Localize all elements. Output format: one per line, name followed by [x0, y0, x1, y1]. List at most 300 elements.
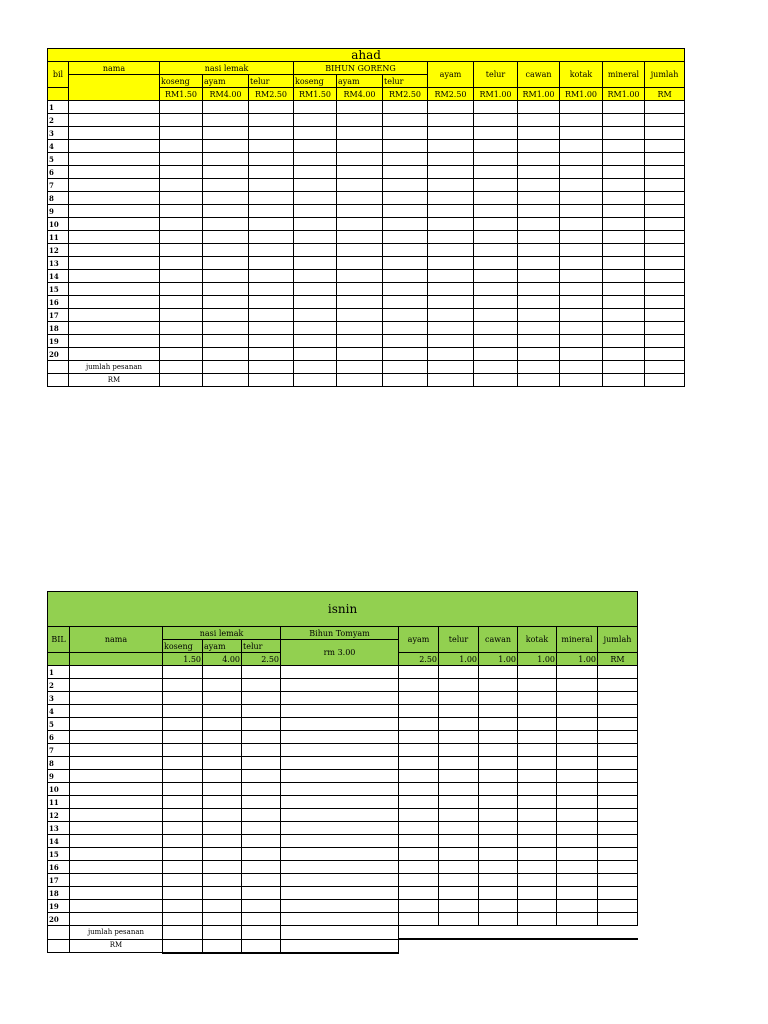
- order-cell[interactable]: [203, 757, 242, 770]
- rm-cell[interactable]: [203, 939, 242, 953]
- order-cell[interactable]: [242, 705, 281, 718]
- order-cell[interactable]: [518, 166, 560, 179]
- order-cell[interactable]: [428, 153, 474, 166]
- order-cell[interactable]: [203, 140, 249, 153]
- order-cell[interactable]: [598, 900, 638, 913]
- nama-cell[interactable]: [69, 322, 160, 335]
- sum-cell[interactable]: [337, 361, 383, 374]
- order-cell[interactable]: [474, 348, 518, 361]
- order-cell[interactable]: [203, 874, 242, 887]
- order-cell[interactable]: [203, 679, 242, 692]
- order-cell[interactable]: [203, 770, 242, 783]
- order-cell[interactable]: [203, 809, 242, 822]
- rm-cell[interactable]: [281, 939, 399, 953]
- nama-cell[interactable]: [70, 861, 163, 874]
- order-cell[interactable]: [163, 757, 203, 770]
- order-cell[interactable]: [474, 335, 518, 348]
- order-cell[interactable]: [560, 283, 603, 296]
- order-cell[interactable]: [203, 822, 242, 835]
- order-cell[interactable]: [474, 192, 518, 205]
- rm-cell[interactable]: [203, 374, 249, 387]
- order-cell[interactable]: [281, 718, 399, 731]
- order-cell[interactable]: [479, 783, 518, 796]
- order-cell[interactable]: [439, 744, 479, 757]
- order-cell[interactable]: [203, 692, 242, 705]
- order-cell[interactable]: [474, 231, 518, 244]
- order-cell[interactable]: [249, 153, 294, 166]
- order-cell[interactable]: [598, 874, 638, 887]
- order-cell[interactable]: [518, 101, 560, 114]
- order-cell[interactable]: [242, 666, 281, 679]
- order-cell[interactable]: [518, 692, 557, 705]
- order-cell[interactable]: [249, 244, 294, 257]
- order-cell[interactable]: [645, 244, 685, 257]
- order-cell[interactable]: [242, 900, 281, 913]
- order-cell[interactable]: [203, 244, 249, 257]
- order-cell[interactable]: [598, 666, 638, 679]
- order-cell[interactable]: [518, 731, 557, 744]
- order-cell[interactable]: [598, 705, 638, 718]
- order-cell[interactable]: [281, 874, 399, 887]
- order-cell[interactable]: [337, 166, 383, 179]
- order-cell[interactable]: [560, 335, 603, 348]
- order-cell[interactable]: [645, 192, 685, 205]
- order-cell[interactable]: [203, 666, 242, 679]
- rm-cell[interactable]: [383, 374, 428, 387]
- order-cell[interactable]: [281, 783, 399, 796]
- order-cell[interactable]: [281, 848, 399, 861]
- order-cell[interactable]: [598, 783, 638, 796]
- order-cell[interactable]: [598, 861, 638, 874]
- order-cell[interactable]: [294, 101, 337, 114]
- order-cell[interactable]: [383, 322, 428, 335]
- order-cell[interactable]: [203, 335, 249, 348]
- order-cell[interactable]: [598, 757, 638, 770]
- order-cell[interactable]: [560, 192, 603, 205]
- nama-cell[interactable]: [69, 140, 160, 153]
- nama-cell[interactable]: [69, 192, 160, 205]
- order-cell[interactable]: [439, 913, 479, 926]
- order-cell[interactable]: [479, 679, 518, 692]
- order-cell[interactable]: [163, 913, 203, 926]
- order-cell[interactable]: [399, 783, 439, 796]
- order-cell[interactable]: [163, 861, 203, 874]
- order-cell[interactable]: [428, 309, 474, 322]
- order-cell[interactable]: [603, 244, 645, 257]
- order-cell[interactable]: [399, 809, 439, 822]
- order-cell[interactable]: [242, 887, 281, 900]
- order-cell[interactable]: [203, 861, 242, 874]
- sum-cell[interactable]: [242, 926, 281, 940]
- order-cell[interactable]: [518, 244, 560, 257]
- order-cell[interactable]: [598, 731, 638, 744]
- order-cell[interactable]: [598, 679, 638, 692]
- order-cell[interactable]: [645, 205, 685, 218]
- order-cell[interactable]: [560, 244, 603, 257]
- order-cell[interactable]: [160, 244, 203, 257]
- order-cell[interactable]: [383, 140, 428, 153]
- order-cell[interactable]: [518, 770, 557, 783]
- sum-cell[interactable]: [160, 361, 203, 374]
- nama-cell[interactable]: [70, 809, 163, 822]
- order-cell[interactable]: [518, 861, 557, 874]
- order-cell[interactable]: [249, 257, 294, 270]
- order-cell[interactable]: [603, 335, 645, 348]
- order-cell[interactable]: [337, 283, 383, 296]
- order-cell[interactable]: [163, 718, 203, 731]
- order-cell[interactable]: [294, 205, 337, 218]
- order-cell[interactable]: [163, 796, 203, 809]
- order-cell[interactable]: [203, 218, 249, 231]
- order-cell[interactable]: [383, 218, 428, 231]
- order-cell[interactable]: [281, 757, 399, 770]
- order-cell[interactable]: [518, 757, 557, 770]
- nama-cell[interactable]: [69, 270, 160, 283]
- order-cell[interactable]: [479, 666, 518, 679]
- order-cell[interactable]: [479, 822, 518, 835]
- order-cell[interactable]: [383, 309, 428, 322]
- order-cell[interactable]: [203, 283, 249, 296]
- order-cell[interactable]: [383, 179, 428, 192]
- order-cell[interactable]: [518, 666, 557, 679]
- order-cell[interactable]: [294, 270, 337, 283]
- order-cell[interactable]: [281, 913, 399, 926]
- order-cell[interactable]: [337, 140, 383, 153]
- nama-cell[interactable]: [70, 744, 163, 757]
- order-cell[interactable]: [518, 822, 557, 835]
- order-cell[interactable]: [203, 913, 242, 926]
- order-cell[interactable]: [203, 166, 249, 179]
- order-cell[interactable]: [294, 166, 337, 179]
- order-cell[interactable]: [474, 296, 518, 309]
- nama-cell[interactable]: [69, 179, 160, 192]
- order-cell[interactable]: [281, 835, 399, 848]
- order-cell[interactable]: [294, 179, 337, 192]
- order-cell[interactable]: [518, 744, 557, 757]
- sum-cell[interactable]: [603, 361, 645, 374]
- order-cell[interactable]: [160, 283, 203, 296]
- order-cell[interactable]: [249, 192, 294, 205]
- order-cell[interactable]: [560, 218, 603, 231]
- rm-cell[interactable]: [645, 374, 685, 387]
- order-cell[interactable]: [474, 140, 518, 153]
- rm-cell[interactable]: [249, 374, 294, 387]
- order-cell[interactable]: [439, 770, 479, 783]
- order-cell[interactable]: [474, 270, 518, 283]
- order-cell[interactable]: [203, 231, 249, 244]
- order-cell[interactable]: [294, 192, 337, 205]
- order-cell[interactable]: [518, 835, 557, 848]
- order-cell[interactable]: [337, 101, 383, 114]
- sum-cell[interactable]: [249, 361, 294, 374]
- order-cell[interactable]: [428, 335, 474, 348]
- order-cell[interactable]: [474, 283, 518, 296]
- sum-cell[interactable]: [383, 361, 428, 374]
- order-cell[interactable]: [294, 140, 337, 153]
- order-cell[interactable]: [518, 887, 557, 900]
- nama-cell[interactable]: [70, 887, 163, 900]
- order-cell[interactable]: [160, 192, 203, 205]
- nama-cell[interactable]: [70, 692, 163, 705]
- order-cell[interactable]: [603, 257, 645, 270]
- nama-cell[interactable]: [69, 335, 160, 348]
- order-cell[interactable]: [337, 270, 383, 283]
- order-cell[interactable]: [603, 322, 645, 335]
- order-cell[interactable]: [428, 127, 474, 140]
- sum-cell[interactable]: [560, 361, 603, 374]
- order-cell[interactable]: [160, 218, 203, 231]
- order-cell[interactable]: [203, 744, 242, 757]
- nama-cell[interactable]: [69, 257, 160, 270]
- order-cell[interactable]: [518, 848, 557, 861]
- order-cell[interactable]: [439, 822, 479, 835]
- order-cell[interactable]: [337, 296, 383, 309]
- order-cell[interactable]: [474, 244, 518, 257]
- order-cell[interactable]: [518, 127, 560, 140]
- order-cell[interactable]: [399, 770, 439, 783]
- order-cell[interactable]: [383, 127, 428, 140]
- order-cell[interactable]: [163, 770, 203, 783]
- order-cell[interactable]: [294, 348, 337, 361]
- order-cell[interactable]: [203, 731, 242, 744]
- order-cell[interactable]: [518, 322, 560, 335]
- order-cell[interactable]: [337, 192, 383, 205]
- order-cell[interactable]: [474, 205, 518, 218]
- order-cell[interactable]: [160, 179, 203, 192]
- order-cell[interactable]: [383, 270, 428, 283]
- order-cell[interactable]: [645, 114, 685, 127]
- order-cell[interactable]: [560, 114, 603, 127]
- order-cell[interactable]: [203, 114, 249, 127]
- order-cell[interactable]: [383, 153, 428, 166]
- order-cell[interactable]: [203, 322, 249, 335]
- order-cell[interactable]: [242, 679, 281, 692]
- order-cell[interactable]: [242, 809, 281, 822]
- order-cell[interactable]: [160, 205, 203, 218]
- order-cell[interactable]: [598, 692, 638, 705]
- order-cell[interactable]: [203, 257, 249, 270]
- order-cell[interactable]: [294, 283, 337, 296]
- order-cell[interactable]: [294, 257, 337, 270]
- order-cell[interactable]: [557, 887, 598, 900]
- order-cell[interactable]: [428, 166, 474, 179]
- order-cell[interactable]: [242, 770, 281, 783]
- sum-cell[interactable]: [203, 926, 242, 940]
- order-cell[interactable]: [557, 913, 598, 926]
- order-cell[interactable]: [163, 679, 203, 692]
- order-cell[interactable]: [294, 296, 337, 309]
- order-cell[interactable]: [428, 296, 474, 309]
- order-cell[interactable]: [281, 822, 399, 835]
- order-cell[interactable]: [518, 796, 557, 809]
- order-cell[interactable]: [399, 861, 439, 874]
- order-cell[interactable]: [479, 718, 518, 731]
- order-cell[interactable]: [645, 166, 685, 179]
- order-cell[interactable]: [242, 835, 281, 848]
- order-cell[interactable]: [479, 692, 518, 705]
- nama-cell[interactable]: [70, 770, 163, 783]
- order-cell[interactable]: [603, 283, 645, 296]
- order-cell[interactable]: [557, 783, 598, 796]
- order-cell[interactable]: [603, 127, 645, 140]
- order-cell[interactable]: [242, 913, 281, 926]
- order-cell[interactable]: [439, 900, 479, 913]
- order-cell[interactable]: [560, 153, 603, 166]
- order-cell[interactable]: [160, 348, 203, 361]
- nama-cell[interactable]: [69, 205, 160, 218]
- order-cell[interactable]: [439, 809, 479, 822]
- order-cell[interactable]: [598, 887, 638, 900]
- order-cell[interactable]: [560, 296, 603, 309]
- order-cell[interactable]: [439, 705, 479, 718]
- order-cell[interactable]: [518, 913, 557, 926]
- order-cell[interactable]: [598, 796, 638, 809]
- order-cell[interactable]: [603, 101, 645, 114]
- order-cell[interactable]: [337, 218, 383, 231]
- order-cell[interactable]: [518, 140, 560, 153]
- order-cell[interactable]: [439, 835, 479, 848]
- order-cell[interactable]: [383, 205, 428, 218]
- order-cell[interactable]: [203, 835, 242, 848]
- order-cell[interactable]: [203, 705, 242, 718]
- order-cell[interactable]: [242, 861, 281, 874]
- order-cell[interactable]: [598, 718, 638, 731]
- order-cell[interactable]: [598, 913, 638, 926]
- order-cell[interactable]: [249, 231, 294, 244]
- order-cell[interactable]: [242, 783, 281, 796]
- order-cell[interactable]: [479, 744, 518, 757]
- order-cell[interactable]: [645, 101, 685, 114]
- order-cell[interactable]: [242, 874, 281, 887]
- nama-cell[interactable]: [69, 283, 160, 296]
- order-cell[interactable]: [518, 679, 557, 692]
- order-cell[interactable]: [603, 309, 645, 322]
- order-cell[interactable]: [160, 335, 203, 348]
- order-cell[interactable]: [557, 718, 598, 731]
- order-cell[interactable]: [474, 309, 518, 322]
- order-cell[interactable]: [399, 731, 439, 744]
- order-cell[interactable]: [603, 296, 645, 309]
- order-cell[interactable]: [337, 322, 383, 335]
- order-cell[interactable]: [479, 874, 518, 887]
- order-cell[interactable]: [518, 205, 560, 218]
- order-cell[interactable]: [518, 348, 560, 361]
- order-cell[interactable]: [603, 218, 645, 231]
- order-cell[interactable]: [203, 783, 242, 796]
- order-cell[interactable]: [428, 348, 474, 361]
- order-cell[interactable]: [603, 179, 645, 192]
- order-cell[interactable]: [163, 783, 203, 796]
- order-cell[interactable]: [281, 666, 399, 679]
- order-cell[interactable]: [645, 231, 685, 244]
- order-cell[interactable]: [337, 309, 383, 322]
- order-cell[interactable]: [428, 322, 474, 335]
- order-cell[interactable]: [337, 179, 383, 192]
- order-cell[interactable]: [428, 218, 474, 231]
- order-cell[interactable]: [557, 822, 598, 835]
- nama-cell[interactable]: [70, 848, 163, 861]
- order-cell[interactable]: [439, 666, 479, 679]
- order-cell[interactable]: [439, 783, 479, 796]
- order-cell[interactable]: [603, 348, 645, 361]
- order-cell[interactable]: [428, 270, 474, 283]
- rm-cell[interactable]: [428, 374, 474, 387]
- order-cell[interactable]: [428, 140, 474, 153]
- nama-cell[interactable]: [69, 244, 160, 257]
- order-cell[interactable]: [557, 770, 598, 783]
- order-cell[interactable]: [163, 848, 203, 861]
- order-cell[interactable]: [399, 848, 439, 861]
- order-cell[interactable]: [598, 809, 638, 822]
- order-cell[interactable]: [560, 179, 603, 192]
- nama-cell[interactable]: [70, 822, 163, 835]
- order-cell[interactable]: [294, 335, 337, 348]
- order-cell[interactable]: [428, 101, 474, 114]
- order-cell[interactable]: [479, 809, 518, 822]
- rm-cell[interactable]: [560, 374, 603, 387]
- order-cell[interactable]: [163, 705, 203, 718]
- order-cell[interactable]: [518, 705, 557, 718]
- rm-cell[interactable]: [163, 939, 203, 953]
- order-cell[interactable]: [645, 140, 685, 153]
- order-cell[interactable]: [242, 822, 281, 835]
- order-cell[interactable]: [603, 114, 645, 127]
- order-cell[interactable]: [203, 153, 249, 166]
- order-cell[interactable]: [249, 309, 294, 322]
- order-cell[interactable]: [479, 796, 518, 809]
- order-cell[interactable]: [439, 796, 479, 809]
- nama-cell[interactable]: [70, 835, 163, 848]
- order-cell[interactable]: [163, 874, 203, 887]
- nama-cell[interactable]: [69, 127, 160, 140]
- order-cell[interactable]: [160, 101, 203, 114]
- rm-cell[interactable]: [294, 374, 337, 387]
- order-cell[interactable]: [163, 666, 203, 679]
- order-cell[interactable]: [203, 887, 242, 900]
- sum-cell[interactable]: [645, 361, 685, 374]
- order-cell[interactable]: [163, 835, 203, 848]
- order-cell[interactable]: [399, 666, 439, 679]
- order-cell[interactable]: [249, 101, 294, 114]
- order-cell[interactable]: [479, 705, 518, 718]
- order-cell[interactable]: [160, 140, 203, 153]
- order-cell[interactable]: [428, 257, 474, 270]
- order-cell[interactable]: [439, 861, 479, 874]
- order-cell[interactable]: [294, 114, 337, 127]
- order-cell[interactable]: [479, 861, 518, 874]
- order-cell[interactable]: [518, 783, 557, 796]
- order-cell[interactable]: [518, 874, 557, 887]
- order-cell[interactable]: [203, 192, 249, 205]
- order-cell[interactable]: [383, 101, 428, 114]
- nama-cell[interactable]: [70, 679, 163, 692]
- order-cell[interactable]: [518, 153, 560, 166]
- order-cell[interactable]: [163, 887, 203, 900]
- order-cell[interactable]: [337, 153, 383, 166]
- order-cell[interactable]: [399, 692, 439, 705]
- order-cell[interactable]: [518, 900, 557, 913]
- order-cell[interactable]: [560, 205, 603, 218]
- order-cell[interactable]: [560, 166, 603, 179]
- order-cell[interactable]: [557, 705, 598, 718]
- order-cell[interactable]: [518, 257, 560, 270]
- order-cell[interactable]: [557, 861, 598, 874]
- order-cell[interactable]: [242, 744, 281, 757]
- order-cell[interactable]: [281, 679, 399, 692]
- order-cell[interactable]: [598, 835, 638, 848]
- order-cell[interactable]: [281, 796, 399, 809]
- order-cell[interactable]: [160, 270, 203, 283]
